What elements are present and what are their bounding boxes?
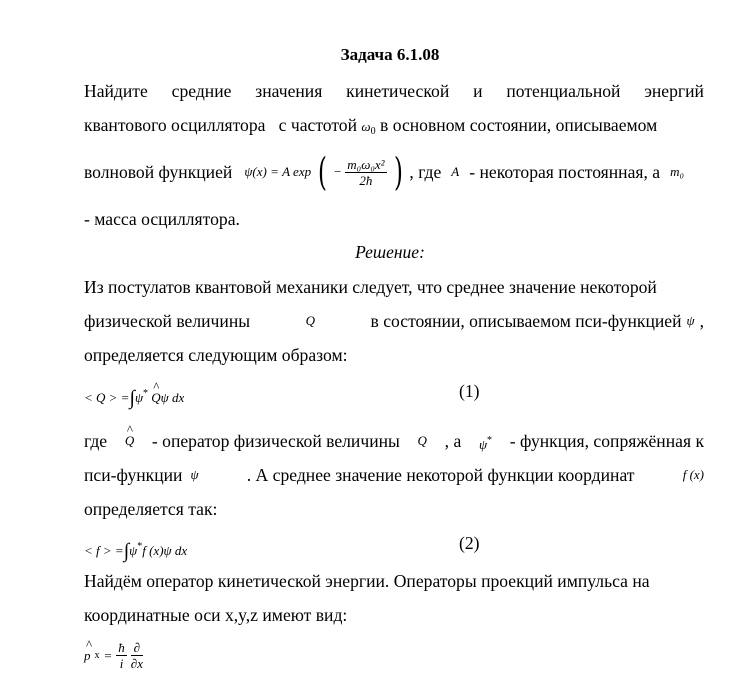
equation-2: < f > =∫ψ*f (x)ψ dx <box>84 540 188 562</box>
problem-line-1 <box>84 80 704 102</box>
word: и <box>473 81 483 101</box>
word: энергий <box>644 81 704 101</box>
word: кинетической <box>346 81 450 101</box>
psi-star: ψ* <box>478 435 493 452</box>
Q-operator: ^ Q <box>124 422 135 448</box>
omega-symbol: ω <box>361 119 371 134</box>
equation-1-number: (1) <box>459 381 480 401</box>
mass-symbol: m₀ <box>670 164 685 179</box>
solution-heading: Решение: <box>355 242 425 262</box>
solution-line-2: физической величины Q в состоянии, описываемом пси-функцией ψ , <box>84 311 704 331</box>
wavefunction-formula: ψ(x) = A exp <box>244 164 312 179</box>
problem-line-2: квантового осциллятора с частотой $\omega_0$ в основном состоянии, описываемом <box>84 115 658 137</box>
solution-line-4: где ^ Q - оператор физической величины Q , а ψ* - функция, сопряжённая к <box>84 430 704 456</box>
right-paren: ) <box>393 150 403 194</box>
Q-symbol: Q <box>305 313 315 328</box>
problem-title: Задача 6.1.08 <box>340 45 440 64</box>
left-paren: ( <box>318 150 327 194</box>
word: значения <box>255 81 323 101</box>
solution-line-6: определяется так: <box>84 499 218 519</box>
problem-line-3: волновой функцией ψ(x) = A exp ( − $\frac{\text{m₀ω₀x²}}{2ħ}$ ) , где A - некоторая постоянная, а m₀ <box>84 150 685 194</box>
solution-line-8: координатные оси x,y,z имеют вид: <box>84 605 348 625</box>
word: потенциальной <box>506 81 621 101</box>
solution-line-5: пси-функции ψ . А среднее значение некоторой функции координат f (x) <box>84 465 704 485</box>
exponent-fraction: $\frac{\text{m₀ω₀x²}}{2ħ}$ <box>347 156 385 188</box>
word: средние <box>171 81 232 101</box>
f-of-x: f (x) <box>682 467 704 482</box>
constant-A: A <box>451 164 460 179</box>
momentum-operator-x: ^ p x = $\frac{ħ}{i}$ $\frac{\partial}{\partial x}$ <box>84 636 143 671</box>
solution-line-3: определяется следующим образом: <box>84 345 348 365</box>
equation-1: < Q > =∫ψ* ^ Qψ dx <box>84 379 185 409</box>
word: Найдите <box>84 81 148 101</box>
equation-2-number: (2) <box>459 533 480 553</box>
solution-line-7: Найдём оператор кинетической энергии. Операторы проекций импульса на <box>84 571 650 591</box>
solution-line-1: Из постулатов квантовой механики следует, что среднее значение некоторой <box>84 277 657 297</box>
problem-line-4: - масса осциллятора. <box>84 209 240 229</box>
